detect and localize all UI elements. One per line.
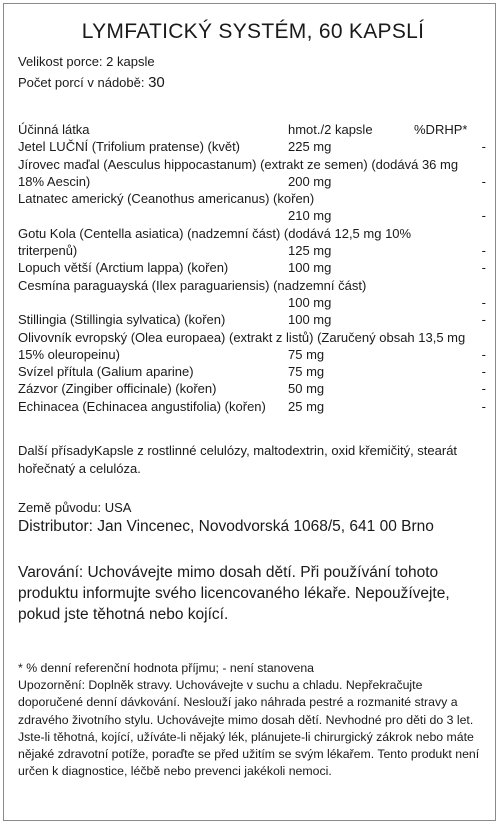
ingredient-name: Olivovník evropský (Olea europaea) (extrakt z listů) (Zaručený obsah 13,5 mg (18, 329, 466, 345)
ingredient-pct: - (481, 346, 486, 362)
label-frame (3, 3, 496, 821)
header-name: Účinná látka (18, 122, 90, 137)
ingredient-amount: 100 mg (288, 260, 332, 276)
header-amount: hmot./2 kapsle (288, 122, 373, 137)
ingredient-pct: - (481, 139, 486, 155)
table-row (18, 363, 488, 380)
table-row (18, 225, 488, 242)
ingredient-amount: 210 mg (288, 208, 332, 224)
table-row (18, 190, 488, 207)
table-row-continued (18, 294, 488, 311)
table-row (18, 329, 488, 346)
ingredient-name: Stillingia (Stillingia sylvatica) (kořen) (18, 312, 226, 328)
servings-per-container (18, 74, 165, 91)
ingredient-name: Latnatec americký (Ceanothus americanus) (kořen) (18, 191, 315, 207)
serving-size: Velikost porce: 2 kapsle (18, 54, 155, 69)
table-row (18, 138, 488, 155)
table-row-continued (18, 173, 488, 190)
ingredient-name: Lopuch větší (Arctium lappa) (kořen) (18, 260, 229, 276)
ingredient-pct: - (481, 173, 486, 189)
ingredient-amount: 125 mg (288, 243, 332, 259)
table-row (18, 156, 488, 173)
ingredient-amount: 25 mg (288, 398, 325, 414)
ingredient-amount: 75 mg (288, 364, 325, 380)
ingredient-name: Cesmína paraguayská (Ilex paraguariensis) (nadzemní část) (18, 277, 367, 293)
ingredient-pct: - (481, 243, 486, 259)
ingredient-pct: - (481, 260, 486, 276)
ingredient-name-continued: triterpenů) (18, 243, 78, 259)
distributor: Distributor: Jan Vincenec, Novodvorská 1068/5, 641 00 Brno (18, 518, 434, 535)
ingredient-name: Jetel LUČNÍ (Trifolium pratense) (květ) (18, 139, 241, 155)
ingredient-pct: - (481, 364, 486, 380)
table-row (18, 311, 488, 328)
table-row-continued (18, 207, 488, 224)
country-of-origin: Země původu: USA (18, 500, 132, 515)
ingredient-amount: 200 mg (288, 173, 332, 189)
ingredient-name: Gotu Kola (Centella asiatica) (nadzemní část) (dodává 12,5 mg 10% (18, 225, 412, 241)
ingredient-amount: 50 mg (288, 381, 325, 397)
table-row-continued (18, 242, 488, 259)
footnote: * % denní referenční hodnota příjmu; - není stanovena (18, 661, 314, 675)
warning-text: Varování: Uchovávejte mimo dosah dětí. Při používání tohoto produktu informujte svého licencovaného lékaře. Nepoužívejte, pokud jste těhotná nebo kojící. (18, 564, 450, 623)
ingredient-amount: 225 mg (288, 139, 332, 155)
table-header (18, 121, 488, 138)
ingredient-pct: - (481, 381, 486, 397)
ingredient-amount: 75 mg (288, 346, 325, 362)
ingredient-name: Zázvor (Zingiber officinale) (kořen) (18, 381, 217, 397)
other-ingredients: Další přísadyKapsle z rostlinné celulózy, maltodextrin, oxid křemičitý, stearát hořečnatý a celulóza. (18, 443, 458, 476)
ingredient-pct: - (481, 312, 486, 328)
header-pct: %DRHP* (414, 122, 468, 137)
notice-text: Upozornění: Doplněk stravy. Uchovávejte v suchu a chladu. Nepřekračujte doporučené denní dávkování. Neslouží jako náhrada pestré a rozmanité stravy a zdravého životního stylu. Uchovávejte mimo dosah dětí. Nevhodné pro děti do 3 let. Jste-li těhotná, kojící, užíváte-li nějaký lék, plánujete-li chirurgický zákrok nebo máte nějaké zdravotní potíže, poraďte se před užitím se svým lékařem. Tento produkt není určen k diagnostice, léčbě nebo prevenci jakékoli nemoci. (18, 678, 480, 779)
ingredient-amount: 100 mg (288, 294, 332, 310)
table-row (18, 398, 488, 415)
table-row-continued (18, 346, 488, 363)
ingredient-pct: - (481, 208, 486, 224)
ingredient-name: Jírovec maďal (Aesculus hippocastanum) (extrakt ze semen) (dodává 36 mg (18, 156, 459, 172)
table-row (18, 277, 488, 294)
ingredient-name: Svízel přítula (Galium aparine) (18, 364, 194, 380)
table-row (18, 380, 488, 397)
ingredients-table (18, 121, 488, 415)
product-title: LYMFATICKÝ SYSTÉM, 60 KAPSLÍ (81, 20, 425, 43)
ingredient-name-continued: 15% oleuropeinu) (18, 346, 120, 362)
table-row (18, 259, 488, 276)
servings-value: 30 (148, 74, 165, 91)
ingredient-pct: - (481, 294, 486, 310)
servings-label: Počet porcí v nádobě: (18, 75, 149, 90)
footer-notes (18, 660, 490, 780)
ingredient-name: Echinacea (Echinacea angustifolia) (kořen) (18, 398, 266, 414)
ingredient-pct: - (481, 398, 486, 414)
ingredient-amount: 100 mg (288, 312, 332, 328)
ingredient-name-continued: 18% Aescin) (18, 173, 91, 189)
